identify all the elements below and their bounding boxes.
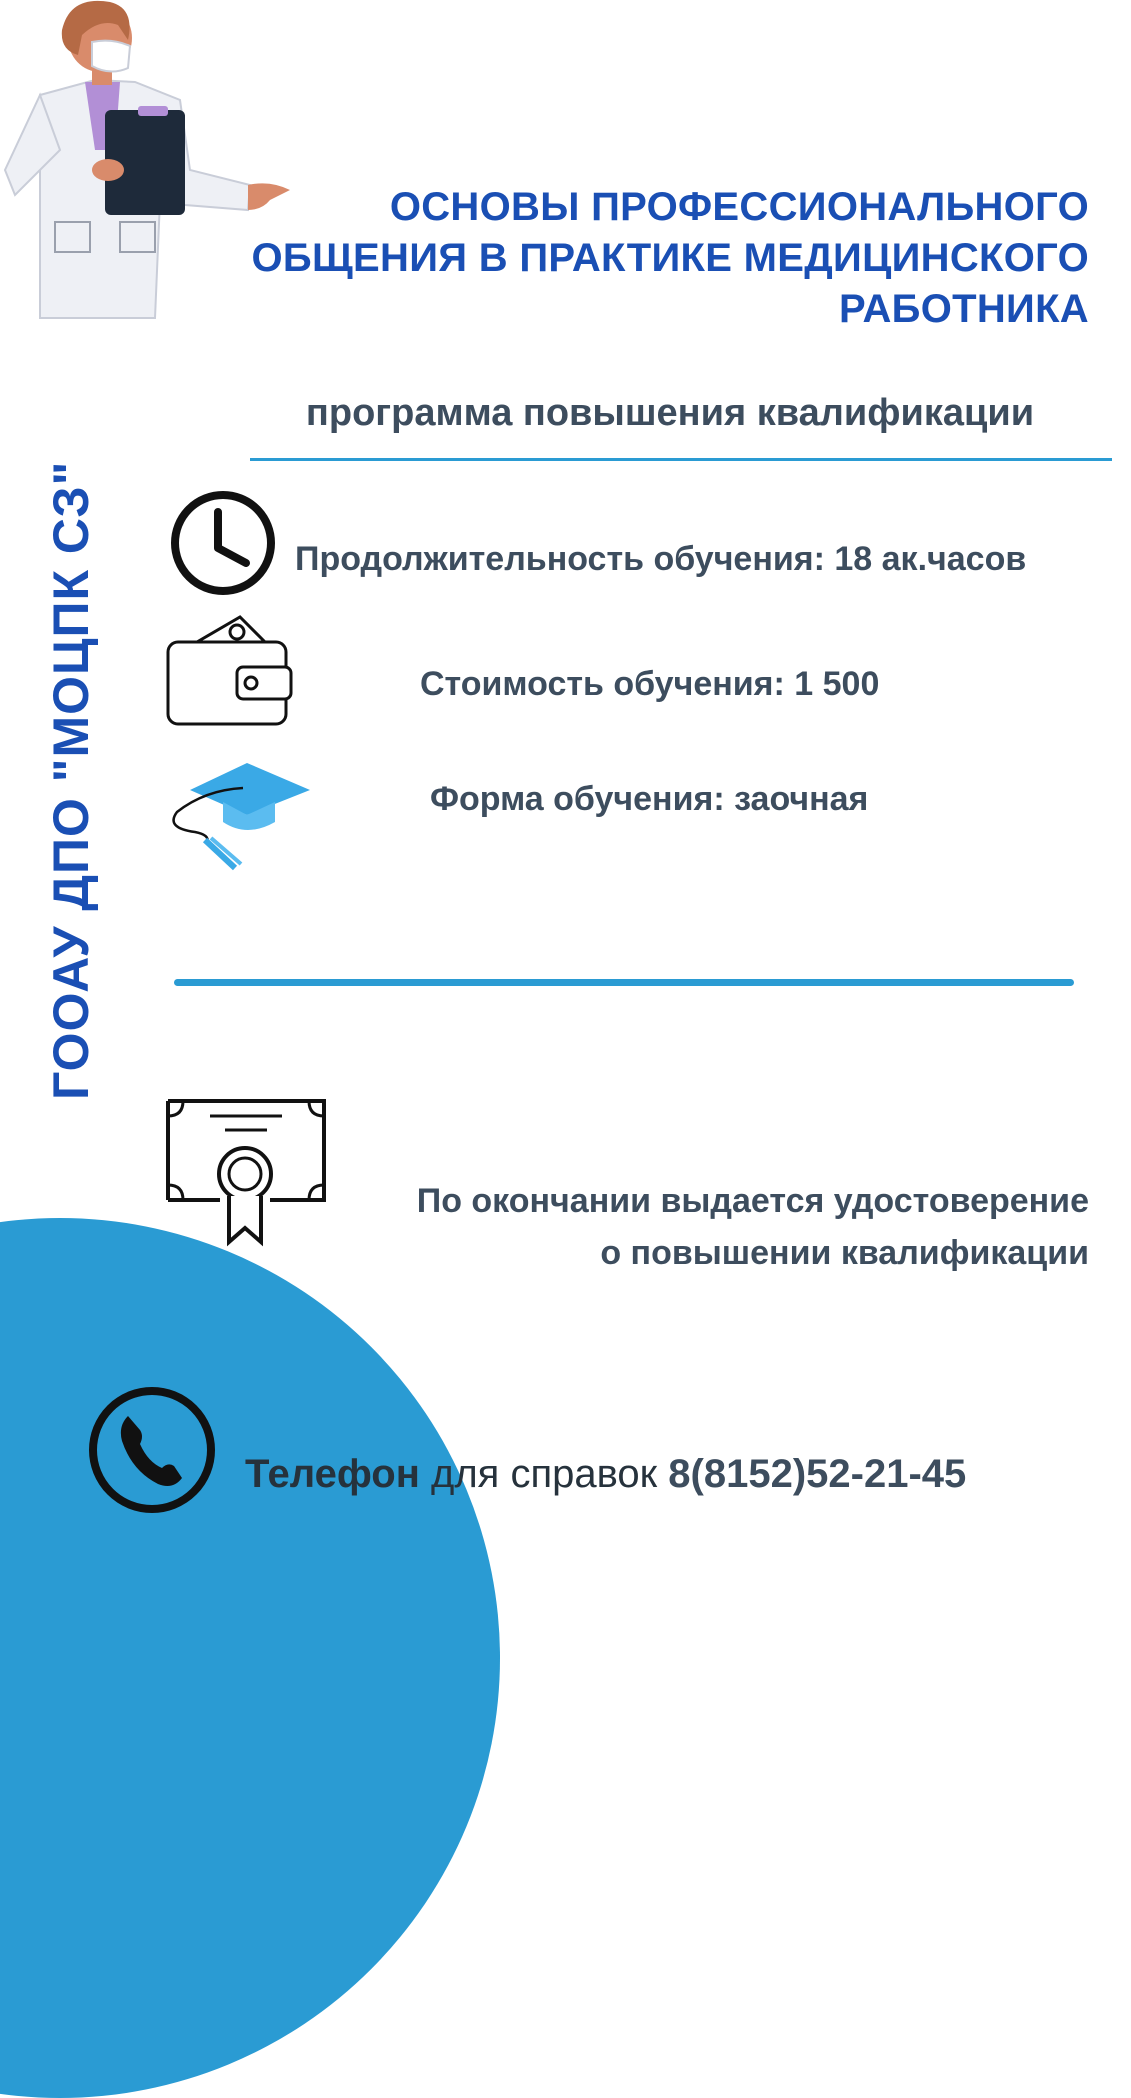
title-line-1: ОСНОВЫ ПРОФЕССИОНАЛЬНОГО [389,185,1089,229]
program-subtitle: программа повышения квалификации [305,392,1035,434]
form-text: Форма обучения: заочная [430,780,869,818]
certificate-text [269,1175,1089,1279]
graduation-cap-icon [165,760,315,870]
divider-middle [174,979,1074,986]
phone-icon [88,1386,216,1514]
organization-name: ГООАУ ДПО "МОЦПК СЗ" [43,460,99,1100]
phone-label-bold: Телефон [245,1452,420,1496]
cost-text: Стоимость обучения: 1 500 [420,665,880,703]
wallet-icon [165,612,295,727]
decorative-circle [0,1218,500,2098]
duration-text: Продолжительность обучения: 18 ак.часов [295,540,1027,578]
clock-icon [168,488,278,598]
certificate-line-2: о повышении квалификации [600,1234,1089,1272]
phone-number[interactable]: 8(8152)52-21-45 [668,1452,967,1496]
divider-top [250,458,1112,461]
title-line-2: ОБЩЕНИЯ В ПРАКТИКЕ МЕДИЦИНСКОГО [251,236,1089,280]
phone-line [245,1452,966,1497]
certificate-line-1: По окончании выдается удостоверение [416,1182,1089,1220]
title-line-3: РАБОТНИКА [839,287,1089,331]
phone-label-regular: для справок [419,1452,669,1496]
page-title [189,182,1089,335]
